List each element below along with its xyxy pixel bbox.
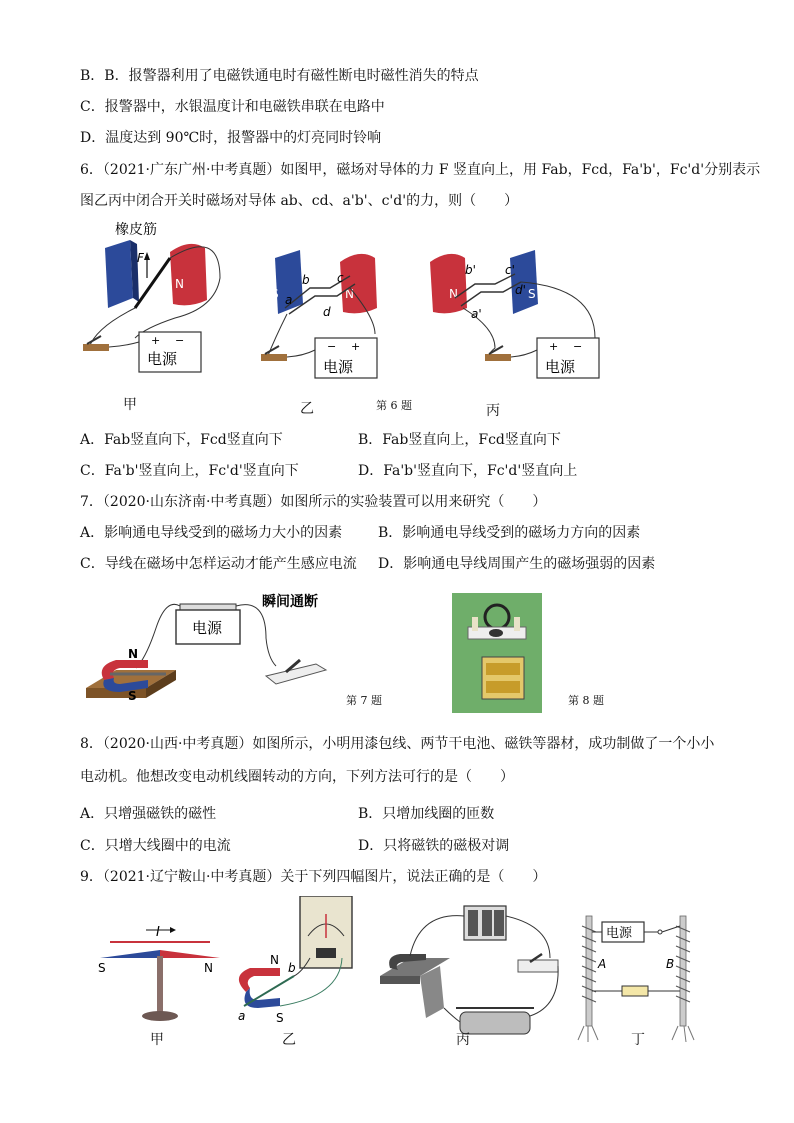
q7-figure-number: 第 7 题 xyxy=(346,694,382,707)
svg-text:−: − xyxy=(573,340,583,353)
svg-text:b: b xyxy=(288,961,296,975)
electromagnet-a xyxy=(586,916,592,1026)
power-label: 电源 xyxy=(147,350,178,368)
svg-text:d: d xyxy=(323,305,331,319)
conductor-rod xyxy=(135,258,170,308)
q6-option-c: C．Fa'b'竖直向上，Fc'd'竖直向下 xyxy=(80,463,299,479)
magnet-n-pole xyxy=(430,254,467,314)
q6-fig-jia xyxy=(83,221,220,372)
switch-base xyxy=(518,960,558,972)
q7-option-b: B．影响通电导线受到的磁场力方向的因素 xyxy=(378,525,641,541)
q7-figure xyxy=(76,588,346,713)
resistor xyxy=(622,986,648,996)
svg-text:b: b xyxy=(302,273,310,287)
pole-label-n: N xyxy=(175,277,184,291)
svg-text:a: a xyxy=(238,1009,246,1023)
q9-stem: 9．（2021·辽宁鞍山·中考真题）关于下列四幅图片，说法正确的是（ ） xyxy=(80,869,547,885)
q8-stem-line2: 电动机。他想改变电动机线圈转动的方向，下列方法可行的是（ ） xyxy=(80,769,514,785)
magnet xyxy=(489,629,503,637)
q8-option-c: C．只增大线圈中的电流 xyxy=(80,838,231,854)
svg-text:N: N xyxy=(128,647,139,661)
q5-option-c: C．报警器中，水银温度计和电磁铁串联在电路中 xyxy=(80,99,385,115)
q9-fig-bing xyxy=(380,906,558,1034)
q6-caption-jia: 甲 xyxy=(123,397,137,413)
rubber-band-label: 橡皮筋 xyxy=(115,222,157,238)
svg-text:+: + xyxy=(549,340,559,353)
svg-text:c: c xyxy=(337,271,344,285)
magnet-s-pole xyxy=(105,240,133,308)
svg-text:N: N xyxy=(449,287,458,301)
svg-text:−: − xyxy=(327,340,337,353)
q8-option-d: D．只将磁铁的磁极对调 xyxy=(358,838,510,854)
q9-fig-yi xyxy=(238,896,352,1025)
q9-caption-ding: 丁 xyxy=(631,1032,645,1048)
q9-fig-ding xyxy=(578,916,694,1042)
q9-caption-bing: 丙 xyxy=(456,1032,470,1048)
q5-option-d: D．温度达到 90℃时，报警器中的灯亮同时铃响 xyxy=(80,130,382,146)
switch-base xyxy=(83,344,109,351)
attracted-pins xyxy=(578,1026,598,1042)
svg-text:+: + xyxy=(151,334,161,347)
q7-option-c: C．导线在磁场中怎样运动才能产生感应电流 xyxy=(80,556,357,572)
q6-figure-number: 第 6 题 xyxy=(376,399,412,412)
q9-caption-yi: 乙 xyxy=(282,1032,296,1048)
svg-text:S: S xyxy=(271,287,279,301)
rheostat xyxy=(460,1012,530,1034)
q8-figure-number: 第 8 题 xyxy=(568,694,604,707)
q7-stem: 7．（2020·山东济南·中考真题）如图所示的实验装置可以用来研究（ ） xyxy=(80,494,547,510)
coil xyxy=(485,605,509,629)
svg-text:I: I xyxy=(156,925,160,940)
svg-text:S: S xyxy=(98,961,106,975)
switch-base xyxy=(261,354,287,361)
svg-text:+: + xyxy=(351,340,361,353)
svg-text:S: S xyxy=(128,689,137,703)
svg-text:N: N xyxy=(345,287,354,301)
svg-text:电源: 电源 xyxy=(606,926,633,941)
force-label-f: F xyxy=(137,251,144,265)
q6-caption-yi: 乙 xyxy=(300,401,314,417)
compass-needle xyxy=(100,950,160,958)
switch-lever xyxy=(87,336,101,344)
svg-text:a': a' xyxy=(471,307,482,321)
q6-figure xyxy=(75,218,635,398)
q6-caption-bing: 丙 xyxy=(486,403,500,419)
svg-text:N: N xyxy=(270,953,279,967)
svg-text:B: B xyxy=(666,957,675,971)
q8-option-a: A．只增强磁铁的磁性 xyxy=(80,806,217,822)
compass-stand xyxy=(157,956,163,1014)
svg-text:b': b' xyxy=(465,263,476,277)
q7-option-d: D．影响通电导线周围产生的磁场强弱的因素 xyxy=(378,556,656,572)
q9-caption-jia: 甲 xyxy=(150,1032,164,1048)
svg-text:S: S xyxy=(276,1011,284,1025)
q9-figure xyxy=(80,896,720,1058)
q6-option-b: B．Fab竖直向上，Fcd竖直向下 xyxy=(358,432,561,448)
pole-label-s: S xyxy=(99,277,107,291)
electromagnet-b xyxy=(680,916,686,1026)
q6-stem-line1: 6．（2021·广东广州·中考真题）如图甲，磁场对导体的力 F 竖直向上，用 Fab，Fcd，Fa'b'，Fc'd'分别表示 xyxy=(80,162,761,178)
svg-text:−: − xyxy=(175,334,185,347)
q6-stem-line2: 图乙丙中闭合开关时磁场对导体 ab、cd、a'b'、c'd'的力，则（ ） xyxy=(80,193,519,209)
svg-text:A: A xyxy=(598,957,607,971)
q8-stem-line1: 8．（2020·山西·中考真题）如图所示，小明用漆包线、两节干电池、磁铁等器材，成功制做了一个小小 xyxy=(80,736,715,752)
svg-text:c': c' xyxy=(505,263,515,277)
svg-text:电源: 电源 xyxy=(545,358,576,376)
switch-base xyxy=(485,354,511,361)
q7-option-a: A．影响通电导线受到的磁场力大小的因素 xyxy=(80,525,343,541)
svg-text:d': d' xyxy=(515,283,526,297)
q8-photo xyxy=(452,593,542,713)
q6-option-d: D．Fa'b'竖直向下，Fc'd'竖直向上 xyxy=(358,463,578,479)
svg-text:N: N xyxy=(204,961,213,975)
magnet-n-pole xyxy=(170,244,207,306)
svg-text:S: S xyxy=(528,287,536,301)
q9-fig-jia xyxy=(98,925,220,1021)
power-label: 电源 xyxy=(192,619,223,637)
q6-option-a: A．Fab竖直向下，Fcd竖直向下 xyxy=(80,432,283,448)
q6-fig-yi xyxy=(261,250,377,378)
q8-option-b: B．只增加线圈的匝数 xyxy=(358,806,495,822)
q6-fig-bing xyxy=(430,250,599,378)
magnet-n-pole xyxy=(340,254,377,314)
svg-text:a: a xyxy=(285,293,293,307)
switch-base xyxy=(266,664,326,684)
instant-switch-label: 瞬间通断 xyxy=(262,594,318,610)
q5-option-b: B．B．报警器利用了电磁铁通电时有磁性断电时磁性消失的特点 xyxy=(80,68,479,84)
svg-text:电源: 电源 xyxy=(323,358,354,376)
